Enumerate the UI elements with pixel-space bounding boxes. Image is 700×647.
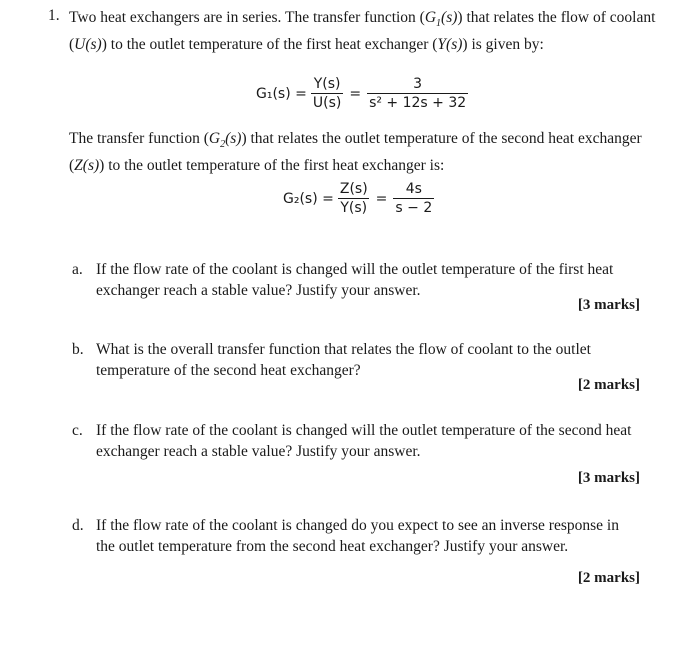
question-intro: Two heat exchangers are in series. The transfer function $(G_1(s))$ that relates the flow of coolant (U(s)) to the outlet temperature of the first heat exchanger (Y(s)) is given by: xyxy=(69,9,656,54)
marks-c: [3 marks] xyxy=(577,470,640,486)
y-symbol: Y(s) xyxy=(437,36,463,54)
part-text: If the flow rate of the coolant is changed will the outlet temperature of the first heat exchanger reach a stable value? Justify your answer. xyxy=(96,261,614,299)
eq2-fraction-1: $\frac{Z(s)}{Y(s)}$ xyxy=(339,181,368,216)
part-letter: a. xyxy=(72,261,83,278)
part-letter: b. xyxy=(72,341,84,358)
part-letter: d. xyxy=(72,517,84,534)
marks-b: [2 marks] xyxy=(577,377,640,393)
question-middle-text: The transfer function $(G_2(s))$ that relates the outlet temperature of the second heat exchanger (Z(s)) to the outlet temperature of the first heat exchanger is: xyxy=(69,130,642,175)
question-number: 1. xyxy=(48,7,60,24)
part-text: If the flow rate of the coolant is changed do you expect to see an inverse response in the outlet temperature from the second heat exchanger? Justify your answer. xyxy=(96,517,619,555)
marks-d: [2 marks] xyxy=(577,570,640,586)
part-text: What is the overall transfer function that relates the flow of coolant to the outlet temperature of the second heat exchanger? xyxy=(96,341,591,379)
equation-g2: G₂(s) = $\frac{Z(s)}{Y(s)}$ = $\frac{4s}{s - 2}$ xyxy=(283,181,433,216)
eq1-fraction-2: $\frac{3}{\text{s² + 12s + 32}}$ xyxy=(369,76,467,111)
eq1-lhs: G₁(s) = xyxy=(256,85,307,102)
g2-symbol: $G_2(s)$ xyxy=(208,130,242,151)
equation-g1: G₁(s) = $\frac{Y(s)}{U(s)}$ = $\frac{3}{\text{s² + 12s + 32}}$ xyxy=(256,76,467,111)
z-symbol: Z(s) xyxy=(74,157,100,175)
part-letter: c. xyxy=(72,422,83,439)
part-text: If the flow rate of the coolant is changed will the outlet temperature of the second heat exchanger reach a stable value? Justify your answer. xyxy=(96,422,632,460)
eq2-fraction-2: $\frac{4s}{s - 2}$ xyxy=(395,181,433,216)
eq1-fraction-1: $\frac{Y(s)}{U(s)}$ xyxy=(312,76,342,111)
g1-symbol: $G_1(s)$ xyxy=(424,9,458,30)
marks-a: [3 marks] xyxy=(577,297,640,313)
eq2-lhs: G₂(s) = xyxy=(283,190,334,207)
u-symbol: U(s) xyxy=(74,36,102,54)
